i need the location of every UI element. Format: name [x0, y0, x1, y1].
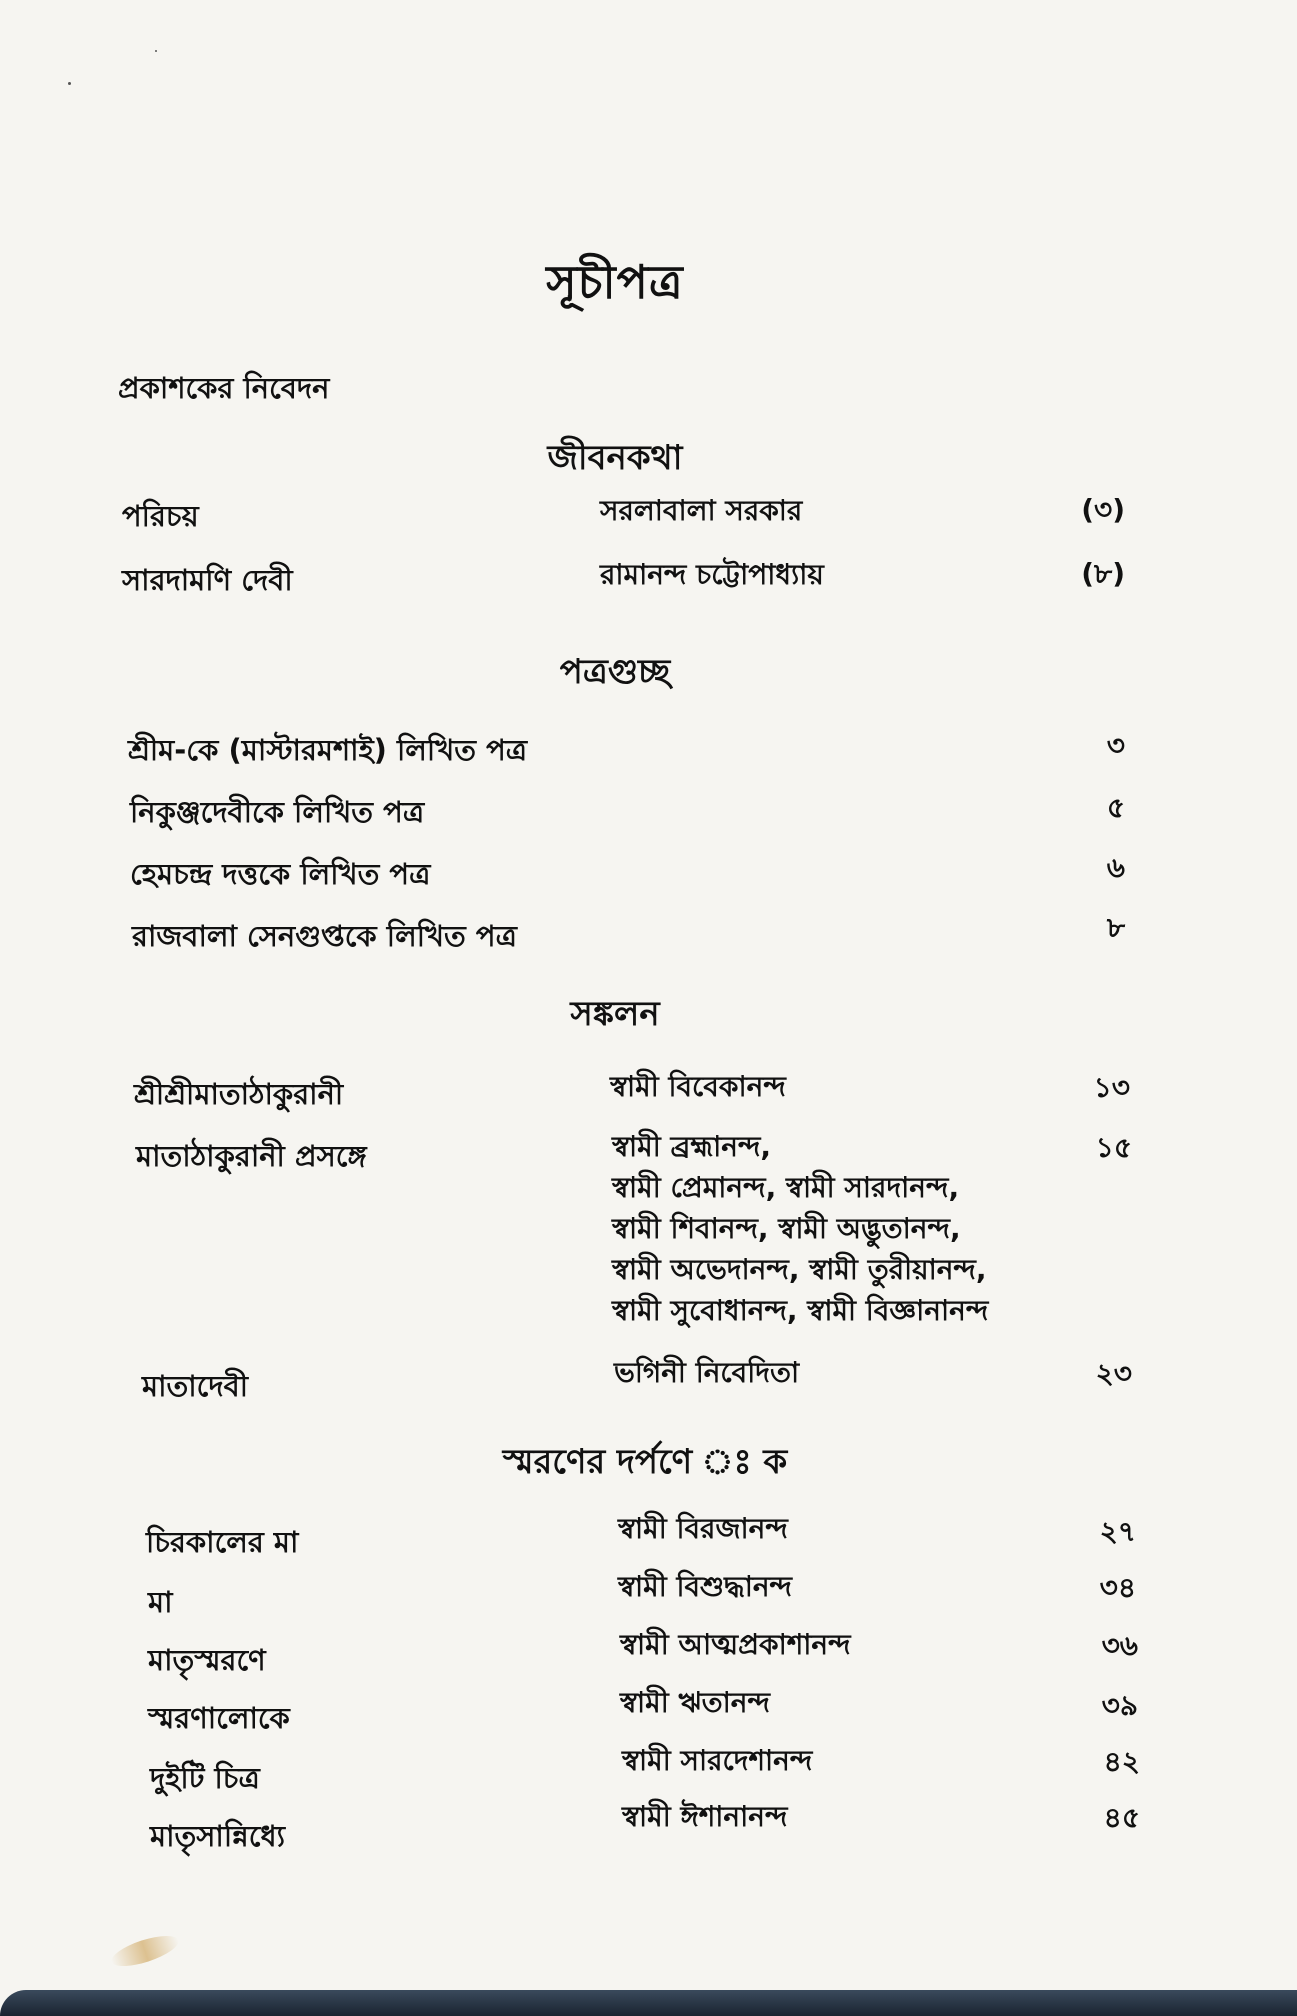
section-heading: জীবনকথা [547, 438, 683, 478]
entry-page-number: ৮ [1106, 911, 1125, 944]
entry-author: ভগিনী নিবেদিতা [614, 1356, 800, 1389]
entry-title: মাতৃসান্নিধ্যে [150, 1819, 286, 1853]
section-heading: স্মরণের দর্পণে ঃ ক [502, 1442, 788, 1482]
ink-speck [68, 82, 71, 85]
entry-author: রামানন্দ চট্টোপাধ্যায় [600, 558, 824, 591]
entry-author: স্বামী সারদেশানন্দ [622, 1744, 813, 1777]
paper-smudge [108, 1930, 181, 1973]
entry-page-number: (৮) [1081, 557, 1125, 590]
entry-title: পরিচয় [122, 499, 199, 533]
entry-title: মাতৃস্মরণে [148, 1643, 266, 1677]
section-heading: সঙ্কলন [570, 994, 660, 1034]
entry-title: স্মরণালোকে [148, 1701, 290, 1735]
entry-author: স্বামী ব্রহ্মানন্দ, স্বামী প্রেমানন্দ, স্বামী সারদানন্দ, স্বামী শিবানন্দ, স্বামী অদ্ভুতানন্দ, স্বামী অভেদানন্দ, স্বামী তুরীয়ানন্দ, স্বামী সুবোধানন্দ, স্বামী বিজ্ঞানানন্দ [612, 1130, 989, 1327]
entry-page-number: ৩ [1106, 729, 1125, 762]
entry-author: স্বামী ঈশানানন্দ [622, 1800, 788, 1833]
entry-page-number: ১৩ [1093, 1071, 1130, 1104]
entry-author: স্বামী আত্মপ্রকাশানন্দ [620, 1628, 851, 1661]
entry-title: মা [148, 1585, 173, 1619]
entry-title: শ্রীম-কে (মাস্টারমশাই) লিখিত পত্র [128, 733, 528, 767]
entry-page-number: ৪৫ [1103, 1801, 1140, 1834]
entry-title: শ্রীশ্রীমাতাঠাকুরানী [134, 1077, 344, 1111]
entry-page-number: ৩৯ [1101, 1689, 1138, 1722]
entry-page-number: ২৩ [1095, 1357, 1132, 1390]
entry-author: সরলাবালা সরকার [600, 494, 803, 527]
entry-page-number: ১৫ [1095, 1131, 1132, 1164]
page-title: সূচীপত্র [546, 255, 684, 309]
preface-entry: প্রকাশকের নিবেদন [118, 371, 330, 405]
entry-author: স্বামী বিরজানন্দ [618, 1512, 788, 1545]
entry-page-number: ২৭ [1099, 1515, 1136, 1548]
entry-title: মাতাঠাকুরানী প্রসঙ্গে [136, 1139, 367, 1173]
entry-title: রাজবালা সেনগুপ্তকে লিখিত পত্র [132, 919, 517, 953]
page-edge-shadow [0, 1990, 1297, 2016]
entry-title: চিরকালের মা [146, 1525, 299, 1559]
entry-title: সারদামণি দেবী [122, 563, 293, 597]
ink-speck [155, 50, 157, 52]
entry-author: স্বামী ঋতানন্দ [620, 1686, 770, 1719]
entry-title: হেমচন্দ্র দত্তকে লিখিত পত্র [130, 857, 431, 891]
entry-page-number: ৬ [1106, 851, 1125, 884]
entry-page-number: ৪২ [1103, 1745, 1140, 1778]
entry-page-number: ৩৪ [1099, 1571, 1136, 1604]
entry-title: দুইটি চিত্র [150, 1761, 260, 1795]
entry-author: স্বামী বিবেকানন্দ [610, 1070, 786, 1103]
entry-title: নিকুঞ্জদেবীকে লিখিত পত্র [130, 795, 425, 829]
entry-page-number: ৫ [1106, 791, 1125, 824]
section-heading: পত্রগুচ্ছ [559, 652, 671, 692]
entry-title: মাতাদেবী [142, 1369, 249, 1403]
entry-page-number: (৩) [1081, 493, 1125, 526]
entry-author: স্বামী বিশুদ্ধানন্দ [618, 1570, 792, 1603]
entry-page-number: ৩৬ [1101, 1629, 1138, 1662]
